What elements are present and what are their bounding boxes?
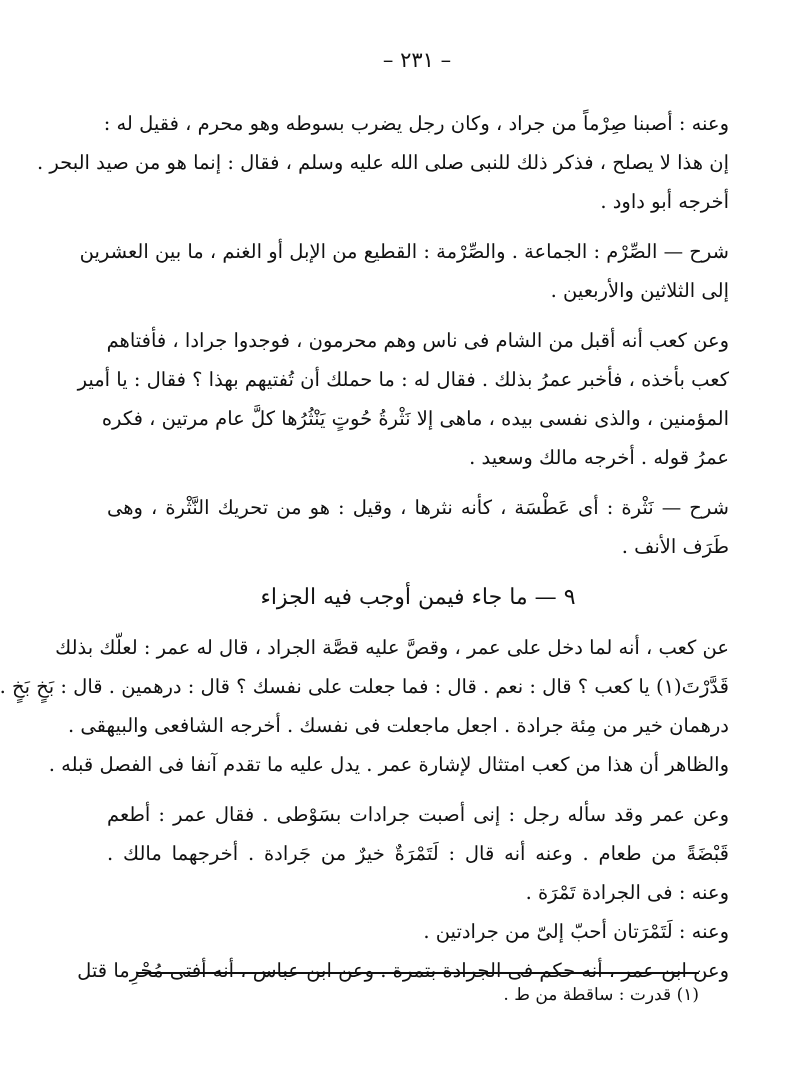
- text-line: وعن كعب أنه أقبل من الشام فى ناس وهم محرمون ، فوجدوا جرادا ، فأفتاهم: [106, 329, 729, 352]
- text-line: عن كعب ، أنه لما دخل على عمر ، وقصَّ عليه قصَّة الجراد ، قال له عمر : لعلّك بذلك: [55, 636, 729, 659]
- text-line: طَرَف الأنف .: [621, 535, 729, 558]
- footnote-divider: [137, 972, 699, 974]
- text-line: وعنه : لَتَمْرَتان أحبّ إلىّ من جرادتين .: [423, 920, 729, 943]
- text-line: عمرُ قوله . أخرجه مالك وسعيد .: [469, 446, 729, 469]
- page-number: – ٢٣١ –: [382, 48, 452, 72]
- text-line: وعنه : أصبنا صِرْماً من جراد ، وكان رجل يضرب بسوطه وهو محرم ، فقيل له :: [103, 112, 729, 135]
- text-line: إن هذا لا يصلح ، فذكر ذلك للنبى صلى الله عليه وسلم ، فقال : إنما هو من صيد البحر .: [36, 151, 729, 174]
- text-line: كعب بأخذه ، فأخبر عمرُ بذلك . فقال له : ما حملك أن تُفتيهم بهذا ؟ فقال : يا أمير: [77, 368, 729, 391]
- text-line: شرح — نَثْرة : أى عَطْسَة ، كأنه نثرها ، وقيل : هو من تحريك النَّثْرة ، وهى: [107, 496, 729, 519]
- page-body: [0, 104, 729, 990]
- text-line: شرح — الصِّرْم : الجماعة . والصِّرْمة : القطيع من الإبل أو الغنم ، ما بين العشرين: [79, 240, 729, 263]
- text-line: قَبْضَةً من طعام . وعنه أنه قال : لَتَمْرَةٌ خيرٌ من جَرادة . أخرجهما مالك .: [107, 842, 729, 865]
- text-line: أخرجه أبو داود .: [600, 190, 729, 213]
- text-line: وعنه : فى الجرادة تَمْرَة .: [525, 881, 729, 904]
- text-line: والظاهر أن هذا من كعب امتثال لإشارة عمر . يدل عليه ما تقدم آنفا فى الفصل قبله .: [48, 753, 729, 776]
- text-line: وعن عمر وقد سأله رجل : إنى أصبت جرادات بسَوْطى . فقال عمر : أطعم: [107, 803, 729, 826]
- footnote: (١) قدرت : ساقطة من ط .: [503, 985, 699, 1005]
- text-line: قَدَّرْتَ(١) يا كعب ؟ قال : نعم . قال : فما جعلت على نفسك ؟ قال : درهمين . قال : بَخٍ بَخٍ .: [0, 675, 729, 698]
- text-line: المؤمنين ، والذى نفسى بيده ، ماهى إلا نَثْرةُ حُوتٍ يَنْثُرُها كلَّ عام مرتين ، فكره: [101, 407, 729, 430]
- text-line: إلى الثلاثين والأربعين .: [550, 279, 729, 302]
- section-heading: ٩ — ما جاء فيمن أوجب فيه الجزاء: [260, 585, 576, 610]
- text-line: وعن ابن عمر ، أنه حكم فى الجرادة بتمرة . وعن ابن عباس ، أنه أفتى مُحْرِما قتل: [77, 959, 729, 982]
- text-line: درهمان خير من مِئة جرادة . اجعل ماجعلت فى نفسك . أخرجه الشافعى والبيهقى .: [67, 714, 729, 737]
